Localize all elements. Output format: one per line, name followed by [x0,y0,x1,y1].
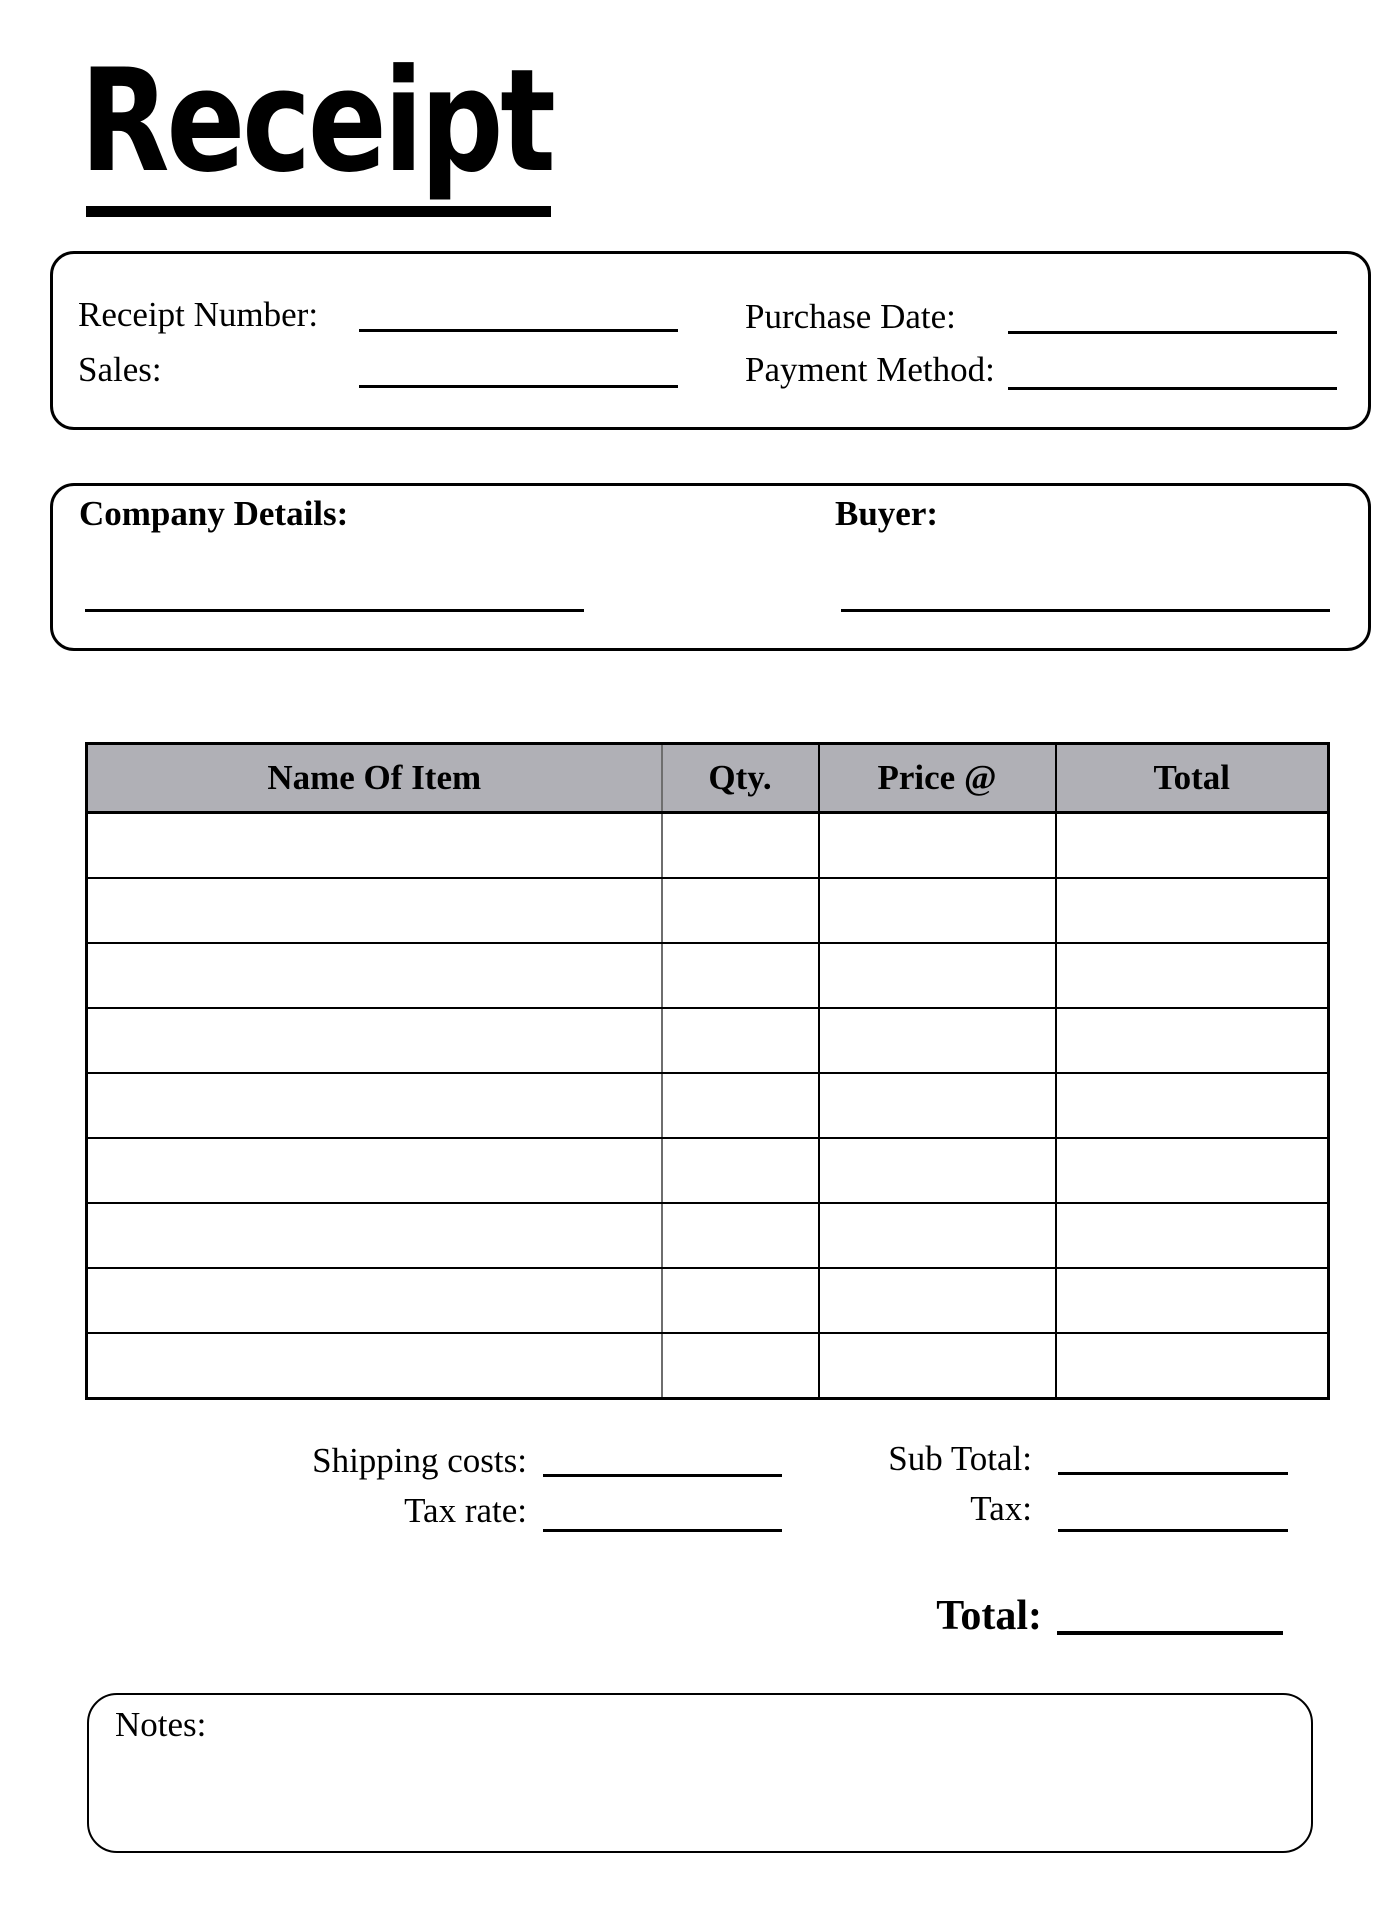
purchase-date-blank-line [1008,331,1337,334]
table-row [87,1008,1329,1073]
table-cell [662,813,819,879]
receipt-info-box [50,251,1371,430]
shipping-costs-label: Shipping costs: [312,1441,527,1480]
table-cell [662,943,819,1008]
grand-total-label: Total: [936,1593,1042,1639]
table-cell [662,1138,819,1203]
sub-total-blank-line [1058,1472,1288,1475]
tax-blank-line [1058,1529,1288,1532]
table-cell [662,1008,819,1073]
table-cell [819,1203,1056,1268]
table-row [87,1203,1329,1268]
notes-label: Notes: [115,1705,207,1744]
grand-total-blank-line [1057,1631,1283,1635]
items-table [85,742,1330,1400]
table-cell [87,1008,662,1073]
table-cell [87,1138,662,1203]
header-total: Total [1056,744,1329,813]
sales-blank-line [359,385,678,388]
table-cell [662,1268,819,1333]
tax-rate-label: Tax rate: [404,1491,527,1530]
header-name-of-item: Name Of Item [87,744,662,813]
receipt-number-label: Receipt Number: [78,295,319,334]
table-row [87,813,1329,879]
items-table-container [85,742,1330,1400]
sub-total-label: Sub Total: [888,1439,1032,1478]
table-row [87,878,1329,943]
buyer-label: Buyer: [835,494,939,533]
company-details-blank-line [85,609,584,612]
table-cell [1056,943,1329,1008]
header-qty: Qty. [662,744,819,813]
table-cell [662,1333,819,1399]
company-details-label: Company Details: [79,494,349,533]
table-row [87,1333,1329,1399]
table-header-row [87,744,1329,813]
table-row [87,1138,1329,1203]
table-cell [1056,1333,1329,1399]
payment-method-label: Payment Method: [745,350,995,389]
table-cell [87,1268,662,1333]
tax-label: Tax: [970,1489,1032,1528]
table-cell [1056,1203,1329,1268]
header-price: Price @ [819,744,1056,813]
table-cell [87,1203,662,1268]
table-cell [662,878,819,943]
receipt-number-blank-line [359,329,678,332]
table-cell [819,943,1056,1008]
page-title: Receipt [80,39,553,204]
table-cell [87,1073,662,1138]
shipping-costs-blank-line [543,1474,782,1477]
buyer-blank-line [841,609,1330,612]
table-row [87,943,1329,1008]
table-cell [1056,1268,1329,1333]
table-cell [87,943,662,1008]
table-cell [819,1008,1056,1073]
table-cell [819,1333,1056,1399]
table-cell [1056,1008,1329,1073]
purchase-date-label: Purchase Date: [745,297,956,336]
sales-label: Sales: [78,350,162,389]
table-cell [819,1073,1056,1138]
payment-method-blank-line [1008,387,1337,390]
table-cell [1056,878,1329,943]
notes-box [87,1693,1313,1853]
table-cell [662,1073,819,1138]
table-cell [87,813,662,879]
table-cell [1056,1138,1329,1203]
table-cell [87,1333,662,1399]
table-cell [819,878,1056,943]
table-cell [1056,813,1329,879]
table-cell [819,1138,1056,1203]
table-cell [819,813,1056,879]
table-cell [1056,1073,1329,1138]
title-underline [86,206,551,217]
table-cell [87,878,662,943]
table-row [87,1073,1329,1138]
table-row [87,1268,1329,1333]
table-cell [819,1268,1056,1333]
table-cell [662,1203,819,1268]
tax-rate-blank-line [543,1529,782,1532]
